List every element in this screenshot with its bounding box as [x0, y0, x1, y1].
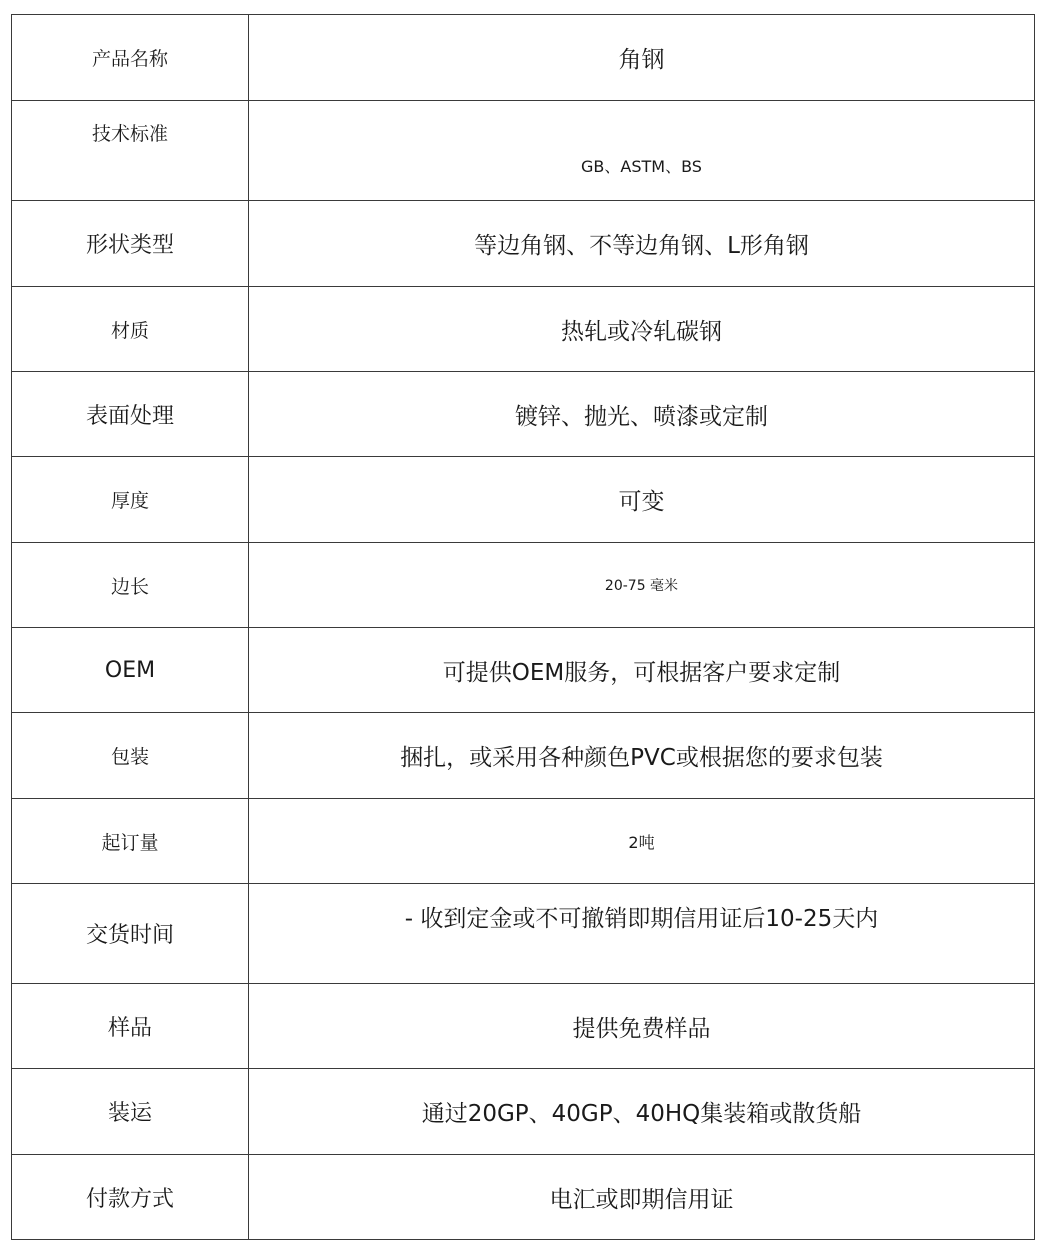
table-row-delivery-time — [12, 884, 1035, 984]
label-technical-standard: 技术标准 — [12, 101, 249, 201]
table-row-shipping — [12, 1069, 1035, 1155]
value-delivery-time: - 收到定金或不可撤销即期信用证后10-25天内 — [249, 884, 1035, 984]
table-row-shape-type — [12, 201, 1035, 287]
value-payment-terms: 电汇或即期信用证 — [249, 1155, 1035, 1240]
label-oem: OEM — [12, 628, 249, 713]
value-technical-standard: GB、ASTM、BS — [249, 101, 1035, 201]
value-moq: 2吨 — [249, 799, 1035, 884]
value-packaging: 捆扎，或采用各种颜色PVC或根据您的要求包装 — [249, 713, 1035, 799]
value-thickness: 可变 — [249, 457, 1035, 543]
table-row-material — [12, 287, 1035, 372]
label-moq: 起订量 — [12, 799, 249, 884]
label-thickness: 厚度 — [12, 457, 249, 543]
table-row-side-length — [12, 543, 1035, 628]
label-surface-treatment: 表面处理 — [12, 372, 249, 457]
table-row-moq — [12, 799, 1035, 884]
table-row-technical-standard — [12, 101, 1035, 201]
label-delivery-time: 交货时间 — [12, 884, 249, 984]
table-row-payment-terms — [12, 1155, 1035, 1240]
table-row-product-name — [12, 15, 1035, 101]
table-row-packaging — [12, 713, 1035, 799]
label-shape-type: 形状类型 — [12, 201, 249, 287]
label-material: 材质 — [12, 287, 249, 372]
table-row-thickness — [12, 457, 1035, 543]
value-product-name: 角钢 — [249, 15, 1035, 101]
label-shipping: 装运 — [12, 1069, 249, 1155]
value-shipping: 通过20GP、40GP、40HQ集装箱或散货船 — [249, 1069, 1035, 1155]
value-material: 热轧或冷轧碳钢 — [249, 287, 1035, 372]
label-product-name: 产品名称 — [12, 15, 249, 101]
value-samples: 提供免费样品 — [249, 984, 1035, 1069]
product-spec-table — [11, 14, 1035, 1240]
label-packaging: 包装 — [12, 713, 249, 799]
label-samples: 样品 — [12, 984, 249, 1069]
label-side-length: 边长 — [12, 543, 249, 628]
value-side-length: 20-75 毫米 — [249, 543, 1035, 628]
value-shape-type: 等边角钢、不等边角钢、L形角钢 — [249, 201, 1035, 287]
value-surface-treatment: 镀锌、抛光、喷漆或定制 — [249, 372, 1035, 457]
label-payment-terms: 付款方式 — [12, 1155, 249, 1240]
table-row-oem — [12, 628, 1035, 713]
table-row-surface-treatment — [12, 372, 1035, 457]
table-row-samples — [12, 984, 1035, 1069]
value-oem: 可提供OEM服务，可根据客户要求定制 — [249, 628, 1035, 713]
